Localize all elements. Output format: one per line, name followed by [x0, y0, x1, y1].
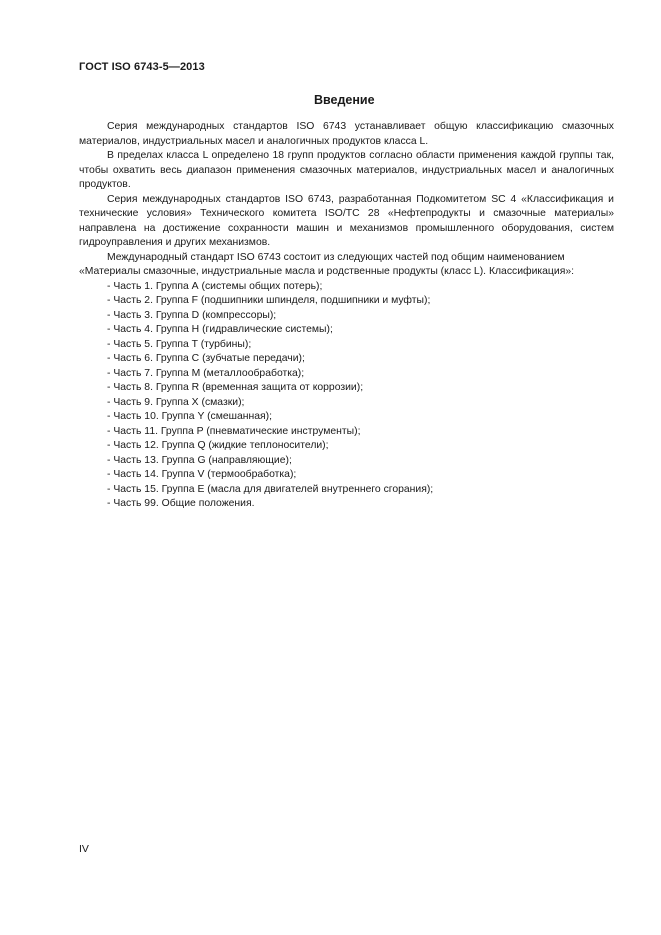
- list-item: - Часть 9. Группа X (смазки);: [107, 396, 245, 408]
- paragraph-2: В пределах класса L определено 18 групп продуктов согласно области применения каждой группы так, чтобы охватить весь диапазон применения смазочных материалов, индустриальных масел и аналогичных продуктов.: [79, 150, 614, 190]
- list-item: - Часть 3. Группа D (компрессоры);: [107, 309, 277, 321]
- parts-list: [79, 280, 614, 512]
- list-item: - Часть 15. Группа E (масла для двигателей внутреннего сгорания);: [107, 483, 434, 495]
- section-title: Введение: [314, 93, 375, 107]
- list-item: - Часть 10. Группа Y (смешанная);: [107, 411, 273, 422]
- introduction-body: [79, 120, 614, 512]
- list-item: - Часть 6. Группа C (зубчатые передачи);: [107, 353, 305, 364]
- list-item: - Часть 1. Группа А (системы общих потерь);: [107, 280, 323, 292]
- paragraph-1: Серия международных стандартов ISO 6743 устанавливает общую классификацию смазочных материалов, индустриальных масел и аналогичных продуктов класса L.: [79, 121, 614, 147]
- list-item: - Часть 11. Группа P (пневматические инструменты);: [107, 425, 361, 437]
- list-item: - Часть 7. Группа M (металлообработка);: [107, 367, 305, 379]
- paragraph-3: Серия международных стандартов ISO 6743, разработанная Подкомитетом SC 4 «Классификация и технические условия» Технического комитета ISO/TC 28 «Нефтепродукты и смазочные материалы» направлена на достижение сохранности машин и механизмов промышленного оборудования, систем гидроуправления и других механизмов.: [79, 193, 614, 248]
- list-item: - Часть 12. Группа Q (жидкие теплоносители);: [107, 440, 329, 451]
- page-number: IV: [79, 843, 89, 855]
- list-item: - Часть 14. Группа V (термообработка);: [107, 469, 297, 480]
- document-id-header: ГОСТ ISO 6743-5—2013: [79, 61, 205, 73]
- list-item: - Часть 13. Группа G (направляющие);: [107, 454, 292, 466]
- list-item: - Часть 8. Группа R (временная защита от коррозии);: [107, 382, 364, 393]
- list-item: - Часть 4. Группа H (гидравлические системы);: [107, 324, 333, 335]
- list-item: - Часть 2. Группа F (подшипники шпинделя, подшипники и муфты);: [107, 295, 431, 306]
- list-item: - Часть 99. Общие положения.: [107, 498, 255, 509]
- list-item: - Часть 5. Группа T (турбины);: [107, 338, 252, 350]
- paragraph-4: Международный стандарт ISO 6743 состоит из следующих частей под общим наименованием «Материалы смазочные, индустриальные масла и родственные продукты (класс L). Классификация»:: [79, 251, 574, 277]
